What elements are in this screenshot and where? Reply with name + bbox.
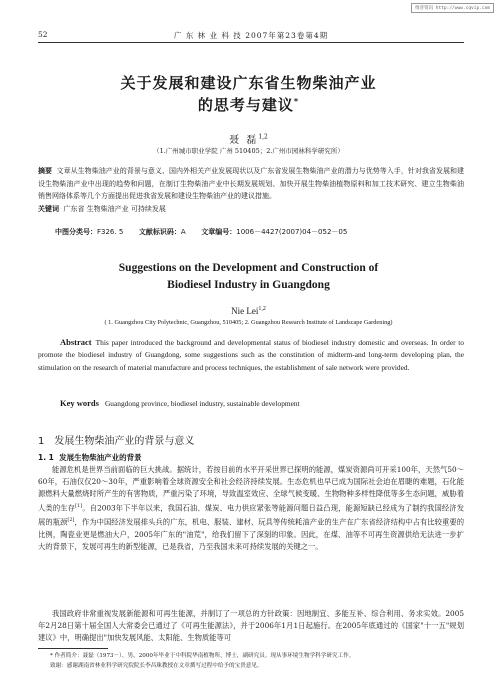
abstract-en-label: Abstract [60, 337, 92, 347]
section-1-number: 1 [38, 436, 45, 447]
subsection-1-1-number: 1. 1 [38, 453, 54, 462]
clc-value: F326. 5 [97, 228, 124, 236]
body-p1-c: ，作为中国经济发展排头兵的广东，机电、服装、建材、玩具等传统耗油产业的生产在广东省经济结构中占有比较重要的比例，陶瓷业更是燃油大户，2005年广东的"油荒"，给我们留下了深刻的印象。因此，在煤、油等不可再生资源供给无法进一步扩大的背景下，发展可再生的新型能源，已是我省，乃至我国未来可持续发展的关键之一。 [38, 517, 465, 551]
citation-2: [2] [67, 517, 75, 524]
author-cn-name: 聂 磊 [229, 135, 259, 146]
classification-meta [55, 227, 347, 237]
keywords-en-text: Guangdong province, biodiesel industry, sustainable development [104, 399, 300, 408]
doc-code-label: 文献标识码： [138, 228, 181, 236]
author-en-name: Nie Lei [231, 306, 259, 316]
author-cn-sup: 1,2 [258, 133, 268, 141]
affiliation-cn: （1.广州城市职业学院 广州 510405；2.广州市园林科学研究所） [153, 147, 344, 155]
affiliation-en: ( 1. Guangzhou City Polytechnic, Guangzhou, 510405; 2. Guangzhou Research Institute of Landscape Gardening) [104, 319, 393, 326]
doc-code-value: A [180, 228, 186, 236]
title-cn-line1: 关于发展和建设广东省生物柴油产业 [120, 74, 377, 92]
subsection-heading-1-1 [38, 452, 142, 463]
keywords-cn-label: 关键词 [38, 204, 59, 213]
keywords-en-label: Key words [60, 398, 99, 408]
footnote-acknowledgement: 致谢：感谢湖南省林业科学研究院院长李昌珠教授在文章撰写过程中给予的宝贵意见。 [50, 663, 263, 669]
title-cn-line2 [0, 94, 497, 115]
abstract-cn [38, 165, 464, 215]
subsection-1-1-title: 发展生物柴油产业的背景 [59, 453, 142, 462]
abstract-cn-text: 文章从生物柴油产业的背景与意义、国内外相关产业发展现状以及广东省发展生物柴油产业的潜力与优势等入手，针对我省发展和建设生物柴油产业中出现的趋势和问题，在制订生物柴油产业中长期发展规划、加快开展生物柴油植物原料和加工技术研究、建立生物柴油销售网络体系等几个方面提出促进我省发展和建设生物柴油产业的建议措施。 [38, 167, 465, 201]
body-paragraph-1 [38, 464, 464, 553]
author-en-sup: 1,2 [258, 306, 266, 312]
author-en [0, 306, 497, 316]
title-footnote-mark: * [293, 97, 300, 106]
watermark: 维普资讯 http://www.cqvip.com [411, 3, 494, 13]
clc-label: 中图分类号： [55, 228, 97, 236]
title-cn-line2-text: 的思考与建议 [197, 96, 294, 114]
title-en-line1: Suggestions on the Development and Construction of [118, 262, 379, 274]
title-en-line2: Biodiesel Industry in Guangdong [167, 279, 330, 291]
keywords-cn-text: 广东省 生物柴油产业 可持续发展 [63, 204, 166, 213]
abstract-en-text: This paper introduced the background and developmental status of biodiesel industry domestic and overseas. In order to promote the biodiesel industry of Guangdong, some suggestions such as the constitution of midterm-and long-term developing plan, the stimulation on the research of material manufacture and process techniques, the establishment of sale network were provided. [38, 338, 464, 372]
article-id-label: 文章编号： [201, 228, 237, 236]
journal-info: 广 东 林 业 科 技 2007年第23卷第4期 [173, 31, 329, 40]
section-1-title: 发展生物柴油产业的背景与意义 [54, 436, 195, 447]
body-paragraph-2: 我国政府非常重视发展新能源和可再生能源，并制订了一项总的方针政策：因地制宜、多能互补、综合利用、务求实效。2005年2月28日第十届全国人大常委会已通过了《可再生能源法》，并于2006年1月1日起施行。在2005年底通过的《国家"十一五"规划建议》中，明确提出"加快发展风能、太阳能、生物质能等可 [38, 609, 464, 642]
running-header [38, 30, 464, 43]
body-p1-a: 能源危机是世界当前面临的巨大挑战。据统计，若按目前的水平开采世界已探明的能源，煤炭资源尚可开采100年，天然气50～60年，石油仅仅20～30年，严重影响着全球资源安全和社会经济持续发展。生态危机也早已成为国际社会迫在眉睫的难题，石化能源燃料大量燃烧时所产生的有害物质，严重污染了环境，导致温室效应、全球气候变暖、生物物种多样性降低等多生态问题，威胁着人类的生存 [38, 465, 464, 513]
footnote-author-bio: * 作者简介：聂磊（1973－），男，2000年毕业于中科院华南植物所，博士，副研究员。现从事环境生物学科学研究工作。 [50, 653, 355, 659]
citation-1: [1] [75, 503, 83, 509]
footnote-divider [38, 648, 108, 649]
section-heading-1 [38, 432, 194, 447]
article-id-value: 1006－4427(2007)04－052－05 [236, 228, 348, 236]
page-number: 52 [38, 30, 48, 39]
abstract-cn-label: 摘要 [38, 167, 53, 175]
body-p1-b: 。自2003年下半年以来，我国石油、煤炭、电力供应紧张等能源问题日益凸现，能源短缺已经成为了制约我国经济发展的瓶颈 [38, 503, 464, 527]
abstract-en [38, 336, 464, 374]
author-cn [0, 131, 497, 146]
keywords-en [60, 398, 300, 408]
